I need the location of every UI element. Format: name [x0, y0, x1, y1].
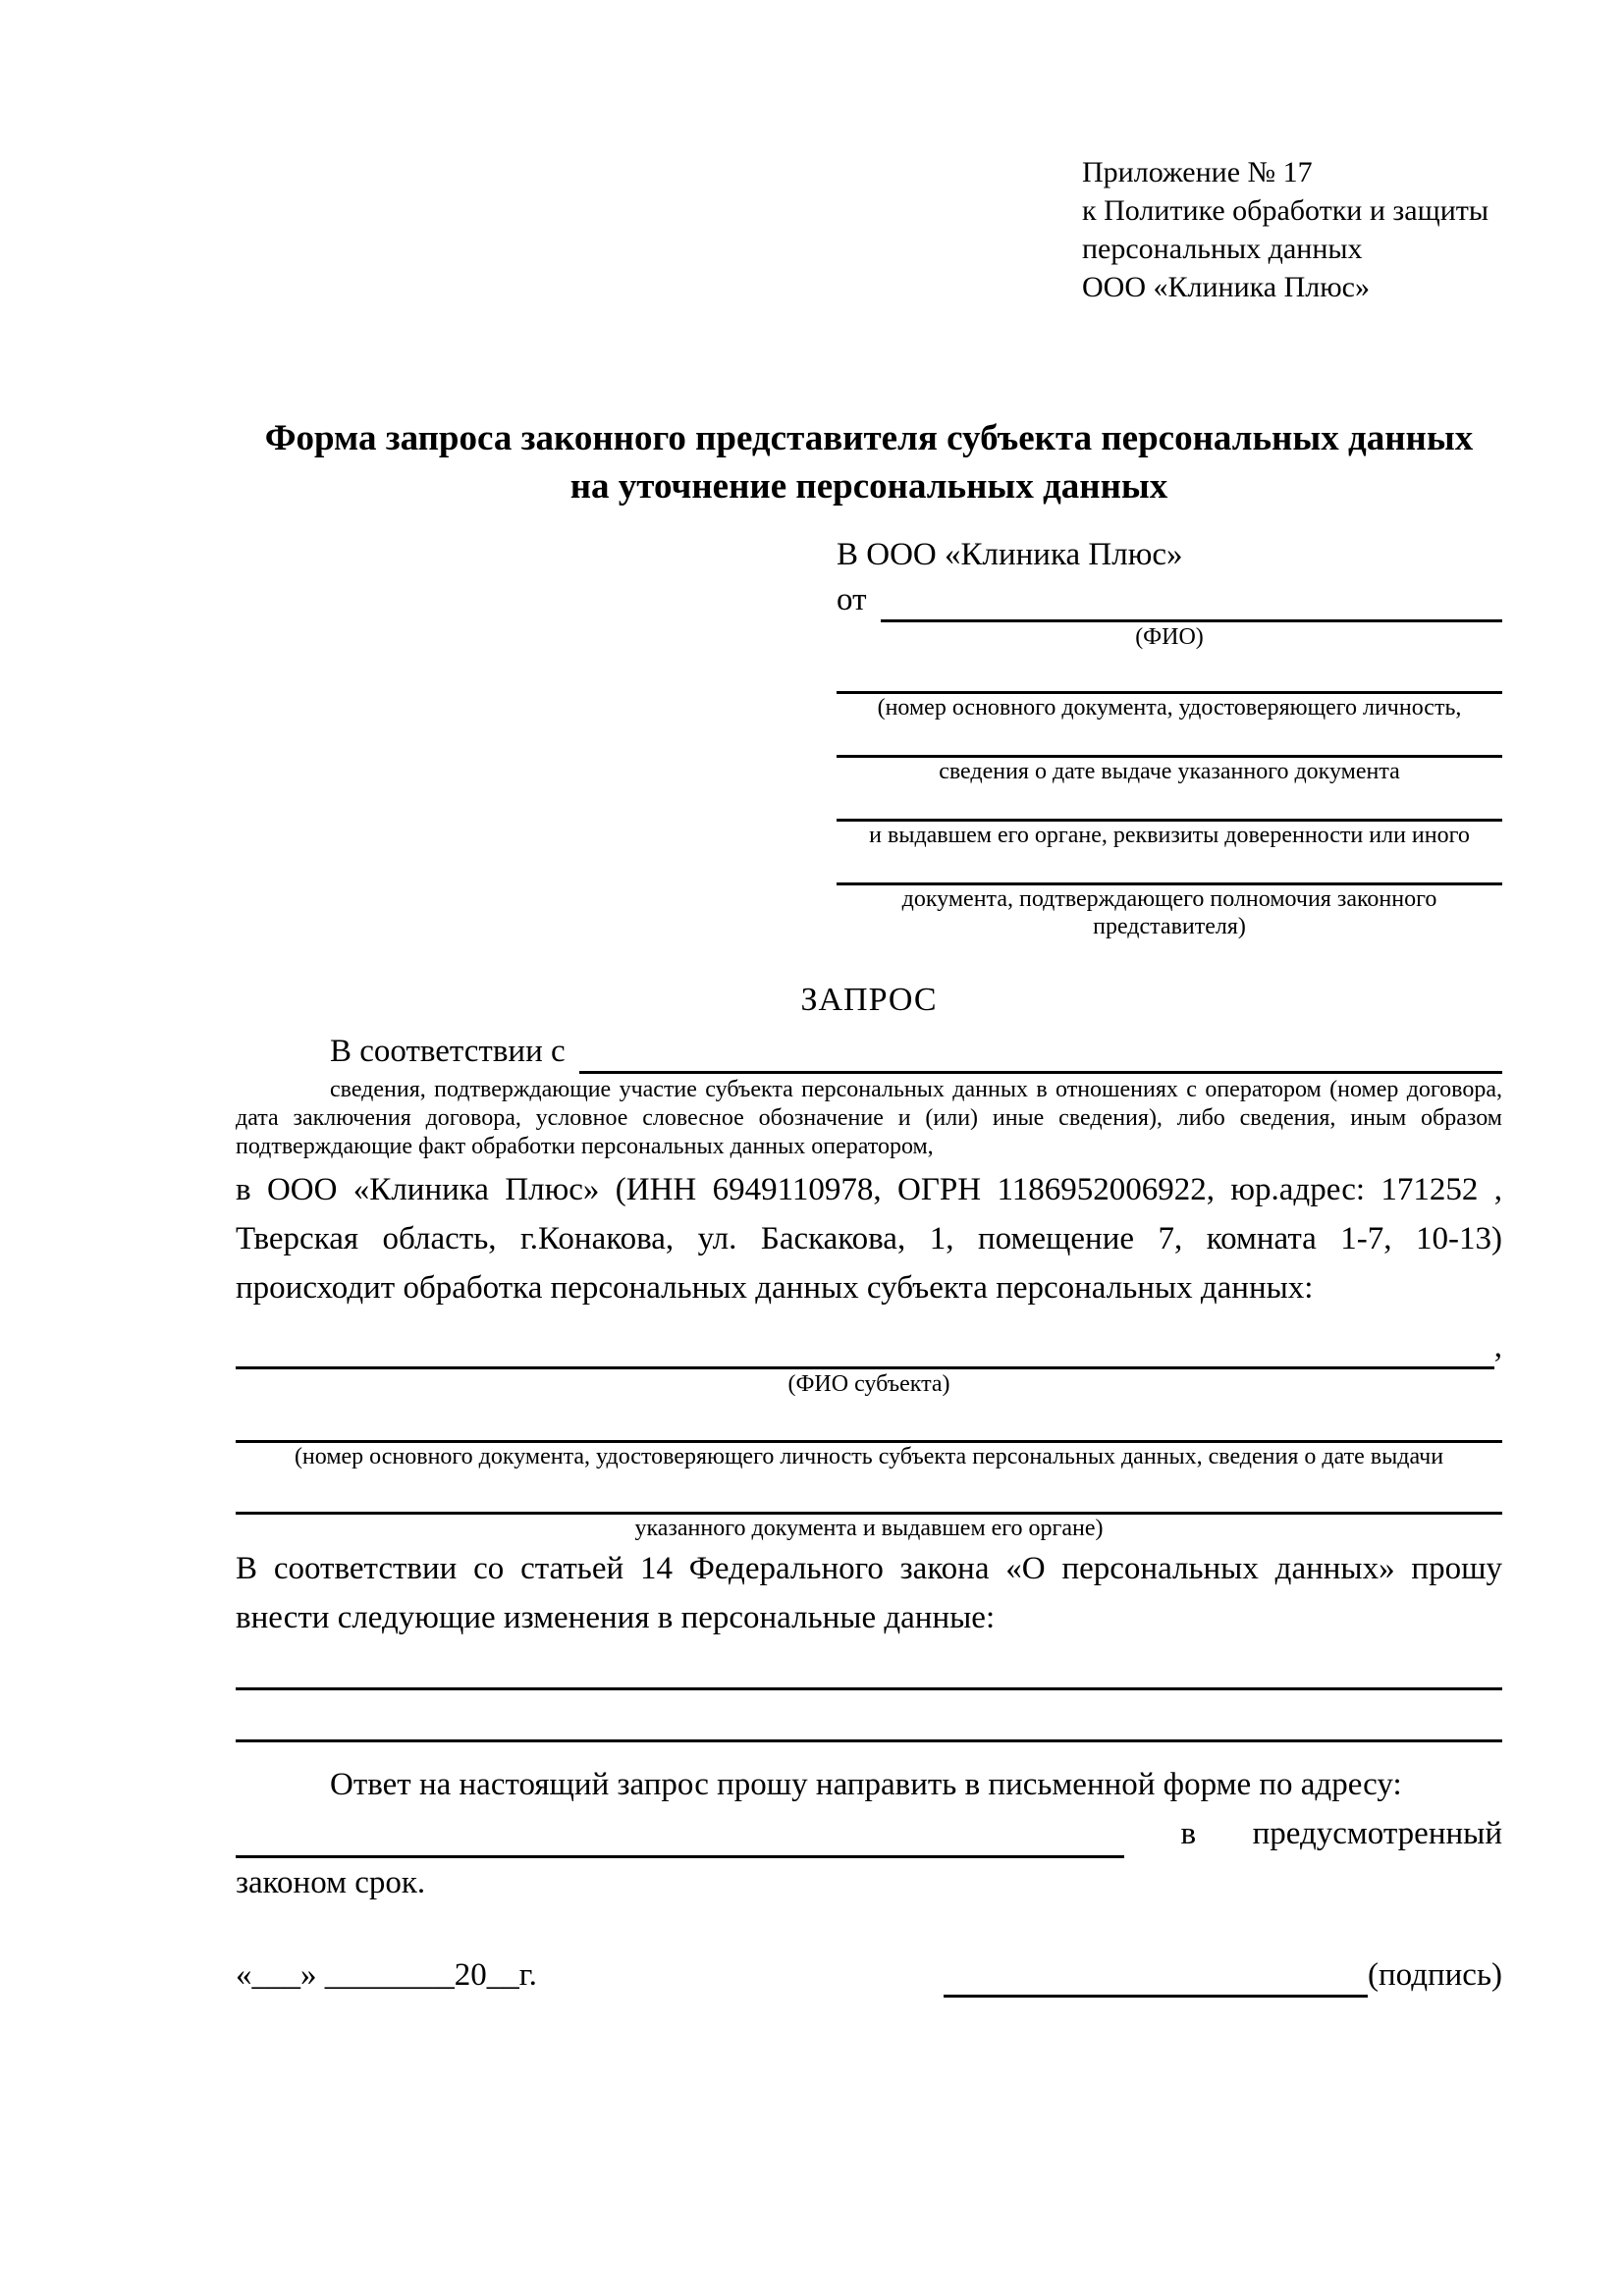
signature-caption: (подпись)	[1368, 1957, 1502, 1993]
signature-blank-line	[944, 1955, 1368, 1998]
basis-blank-line	[579, 1029, 1502, 1074]
changes-blank-line-1	[236, 1642, 1502, 1690]
intro-footnote: сведения, подтверждающие участие субъекта персональных данных в отношениях с оператором (номер договора, дата заключения договора, условное словесное обозначение и (или) иные сведения), либо сведения, иным образом подтверждающие факт обработки персональных данных оператором,	[236, 1077, 1502, 1159]
operator-paragraph: в ООО «Клиника Плюс» (ИНН 6949110978, ОГРН 1186952006922, юр.адрес: 171252 , Тверская область, г.Конакова, ул. Баскакова, 1, помещение 7, комната 1-7, 10-13) происходит обработка персональных данных субъекта персональных данных:	[236, 1172, 1502, 1306]
date-signature-row	[236, 1952, 1502, 1998]
addressee-block	[837, 532, 1502, 940]
issue-date-blank-line	[837, 721, 1502, 758]
fio-blank-line	[881, 577, 1503, 622]
document-number-blank-line	[837, 658, 1502, 694]
answer-paragraph: Ответ на настоящий запрос прошу направить в письменной форме по адресу:	[330, 1767, 1402, 1802]
subject-document-caption-2: указанного документа и выдавшем его органе)	[634, 1516, 1104, 1541]
intro-label: В соответствии с	[330, 1034, 566, 1069]
subject-document-caption: (номер основного документа, удостоверяющего личность субъекта персональных данных, сведения о дате выдачи	[294, 1444, 1444, 1469]
subject-document-blank-line-2	[236, 1470, 1502, 1515]
appendix-note-line: персональных данных	[1082, 233, 1363, 265]
signature-block	[944, 1952, 1502, 1998]
answer-inline-word-2: предусмотренный	[1252, 1816, 1502, 1851]
address-blank-line	[236, 1816, 1124, 1858]
date-blank: «___» ________20__г.	[236, 1957, 537, 1993]
subject-fio-blank-line	[236, 1325, 1494, 1369]
field-caption: и выдавшем его органе, реквизиты доверенности или иного	[869, 823, 1470, 848]
appendix-note-line: Приложение № 17	[1082, 156, 1313, 188]
changes-blank-line-2	[236, 1690, 1502, 1742]
appendix-note-line: ООО «Клиника Плюс»	[1082, 271, 1370, 303]
document-title-line: на уточнение персональных данных	[569, 466, 1168, 507]
subject-fio-caption: (ФИО субъекта)	[787, 1371, 950, 1397]
request-heading: ЗАПРОС	[800, 982, 938, 1018]
answer-inline-word: в	[1180, 1816, 1197, 1851]
intro-row	[236, 1029, 1502, 1074]
subject-fio-row	[236, 1324, 1502, 1369]
fio-caption: (ФИО)	[1135, 624, 1204, 650]
document-title	[236, 414, 1502, 510]
answer-address-row	[236, 1809, 1502, 1858]
law-paragraph: В соответствии со статьей 14 Федерального закона «О персональных данных» прошу внести следующие изменения в персональные данные:	[236, 1551, 1502, 1635]
addressee-to-line: В ООО «Клиника Плюс»	[837, 537, 1183, 572]
subject-line-suffix: ,	[1493, 1329, 1502, 1364]
document-title-line: Форма запроса законного представителя субъекта персональных данных	[264, 418, 1474, 458]
appendix-note-line: к Политике обработки и защиты	[1082, 194, 1489, 227]
addressee-from-row	[837, 577, 1502, 622]
appendix-note	[1082, 153, 1506, 306]
field-caption: документа, подтверждающего полномочия законного представителя)	[901, 886, 1437, 939]
field-caption: (номер основного документа, удостоверяющего личность,	[877, 695, 1462, 721]
answer-closing: законом срок.	[236, 1865, 426, 1900]
subject-document-blank-line	[236, 1399, 1502, 1443]
issuing-authority-blank-line	[837, 785, 1502, 822]
field-caption: сведения о дате выдаче указанного документа	[939, 759, 1400, 784]
authority-document-blank-line	[837, 849, 1502, 885]
from-label: от	[837, 582, 867, 617]
